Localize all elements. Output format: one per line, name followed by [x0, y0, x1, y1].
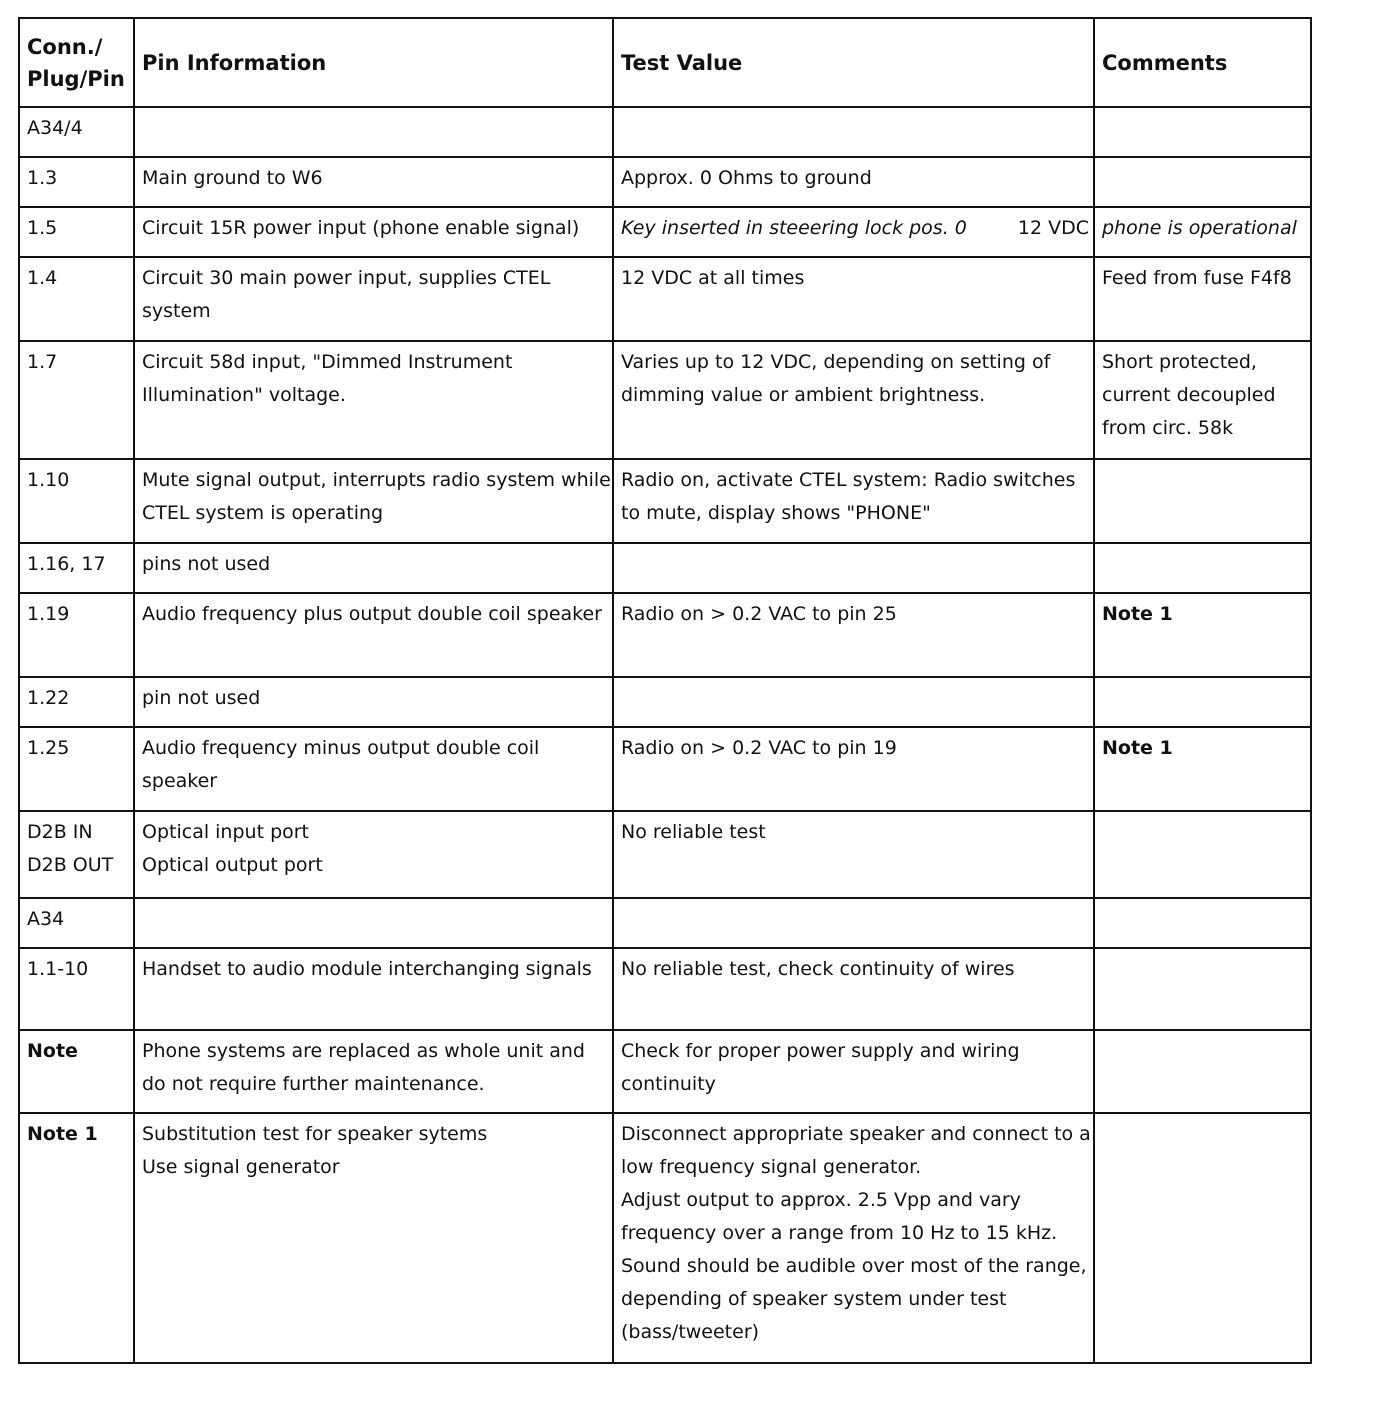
comment-cell: Note 1 [1094, 593, 1311, 677]
test-cell: 12 VDC at all times [613, 257, 1094, 341]
info-cell: Mute signal output, interrupts radio system while CTEL system is operating [134, 459, 613, 543]
table-row [19, 459, 1311, 543]
comment-cell [1094, 811, 1311, 898]
pin-cell: 1.25 [19, 727, 134, 811]
table-row [19, 157, 1311, 207]
test-cell: Radio on > 0.2 VAC to pin 25 [613, 593, 1094, 677]
info-cell: Circuit 15R power input (phone enable signal) [134, 207, 613, 257]
test-cell: Varies up to 12 VDC, depending on setting of dimming value or ambient brightness. [613, 341, 1094, 459]
test-cell: Disconnect appropriate speaker and connect to a low frequency signal generator. Adjust output to approx. 2.5 Vpp and vary frequency over a range from 10 Hz to 15 kHz. Sound should be audible over most of the range, depending of speaker system under test (bass/tweeter) [613, 1113, 1094, 1363]
pin-cell: Note [19, 1030, 134, 1113]
pin-cell: 1.5 [19, 207, 134, 257]
test-condition: Key inserted in steeering lock pos. 0 [621, 217, 967, 239]
info-cell: Phone systems are replaced as whole unit and do not require further maintenance. [134, 1030, 613, 1113]
test-values-table [18, 17, 1312, 1364]
test-cell: Check for proper power supply and wiring continuity [613, 1030, 1094, 1113]
info-cell: Substitution test for speaker sytems Use signal generator [134, 1113, 613, 1363]
test-cell: No reliable test [613, 811, 1094, 898]
comment-cell [1094, 157, 1311, 207]
pin-cell: 1.1-10 [19, 948, 134, 1030]
pin-cell: 1.3 [19, 157, 134, 207]
table-row [19, 257, 1311, 341]
table-row [19, 898, 1311, 948]
pin-cell: 1.19 [19, 593, 134, 677]
comment-cell [1094, 1030, 1311, 1113]
table-row [19, 1030, 1311, 1113]
comment-cell [1094, 543, 1311, 593]
info-cell: Audio frequency plus output double coil speaker [134, 593, 613, 677]
pin-cell: 1.7 [19, 341, 134, 459]
comment-cell [1094, 948, 1311, 1030]
header-row [19, 18, 1311, 107]
comment-cell [1094, 1113, 1311, 1363]
test-cell [613, 107, 1094, 157]
table-row [19, 543, 1311, 593]
header-conn-plug-pin: Conn./ Plug/Pin [19, 18, 134, 107]
info-cell: Optical input port Optical output port [134, 811, 613, 898]
table-row [19, 1113, 1311, 1363]
info-cell: pins not used [134, 543, 613, 593]
pin-cell: A34/4 [19, 107, 134, 157]
test-cell [613, 898, 1094, 948]
info-cell: Main ground to W6 [134, 157, 613, 207]
comment-cell: phone is operational [1094, 207, 1311, 257]
comment-cell [1094, 677, 1311, 727]
comment-cell: Short protected, current decoupled from circ. 58k [1094, 341, 1311, 459]
info-cell: Circuit 58d input, "Dimmed Instrument Illumination" voltage. [134, 341, 613, 459]
table-row [19, 677, 1311, 727]
test-cell: Approx. 0 Ohms to ground [613, 157, 1094, 207]
comment-cell: Note 1 [1094, 727, 1311, 811]
pin-cell: Note 1 [19, 1113, 134, 1363]
test-cell: No reliable test, check continuity of wires [613, 948, 1094, 1030]
info-cell: Audio frequency minus output double coil speaker [134, 727, 613, 811]
test-cell [613, 543, 1094, 593]
test-cell [613, 207, 1094, 257]
header-comments: Comments [1094, 18, 1311, 107]
test-cell: Radio on, activate CTEL system: Radio switches to mute, display shows "PHONE" [613, 459, 1094, 543]
table-row [19, 948, 1311, 1030]
pin-cell: 1.16, 17 [19, 543, 134, 593]
table-row [19, 593, 1311, 677]
comment-cell [1094, 107, 1311, 157]
info-cell: Handset to audio module interchanging signals [134, 948, 613, 1030]
pin-cell: D2B IN D2B OUT [19, 811, 134, 898]
info-cell [134, 107, 613, 157]
table-row [19, 207, 1311, 257]
test-cell: Radio on > 0.2 VAC to pin 19 [613, 727, 1094, 811]
table-row [19, 727, 1311, 811]
info-cell: Circuit 30 main power input, supplies CTEL system [134, 257, 613, 341]
comment-cell: Feed from fuse F4f8 [1094, 257, 1311, 341]
table-row [19, 107, 1311, 157]
header-pin-information: Pin Information [134, 18, 613, 107]
pin-cell: 1.22 [19, 677, 134, 727]
header-test-value: Test Value [613, 18, 1094, 107]
pin-cell: A34 [19, 898, 134, 948]
pin-cell: 1.10 [19, 459, 134, 543]
comment-cell [1094, 459, 1311, 543]
table-row [19, 341, 1311, 459]
test-voltage: 12 VDC [1017, 217, 1089, 239]
table-row [19, 811, 1311, 898]
comment-cell [1094, 898, 1311, 948]
info-cell [134, 898, 613, 948]
pin-cell: 1.4 [19, 257, 134, 341]
info-cell: pin not used [134, 677, 613, 727]
test-cell [613, 677, 1094, 727]
